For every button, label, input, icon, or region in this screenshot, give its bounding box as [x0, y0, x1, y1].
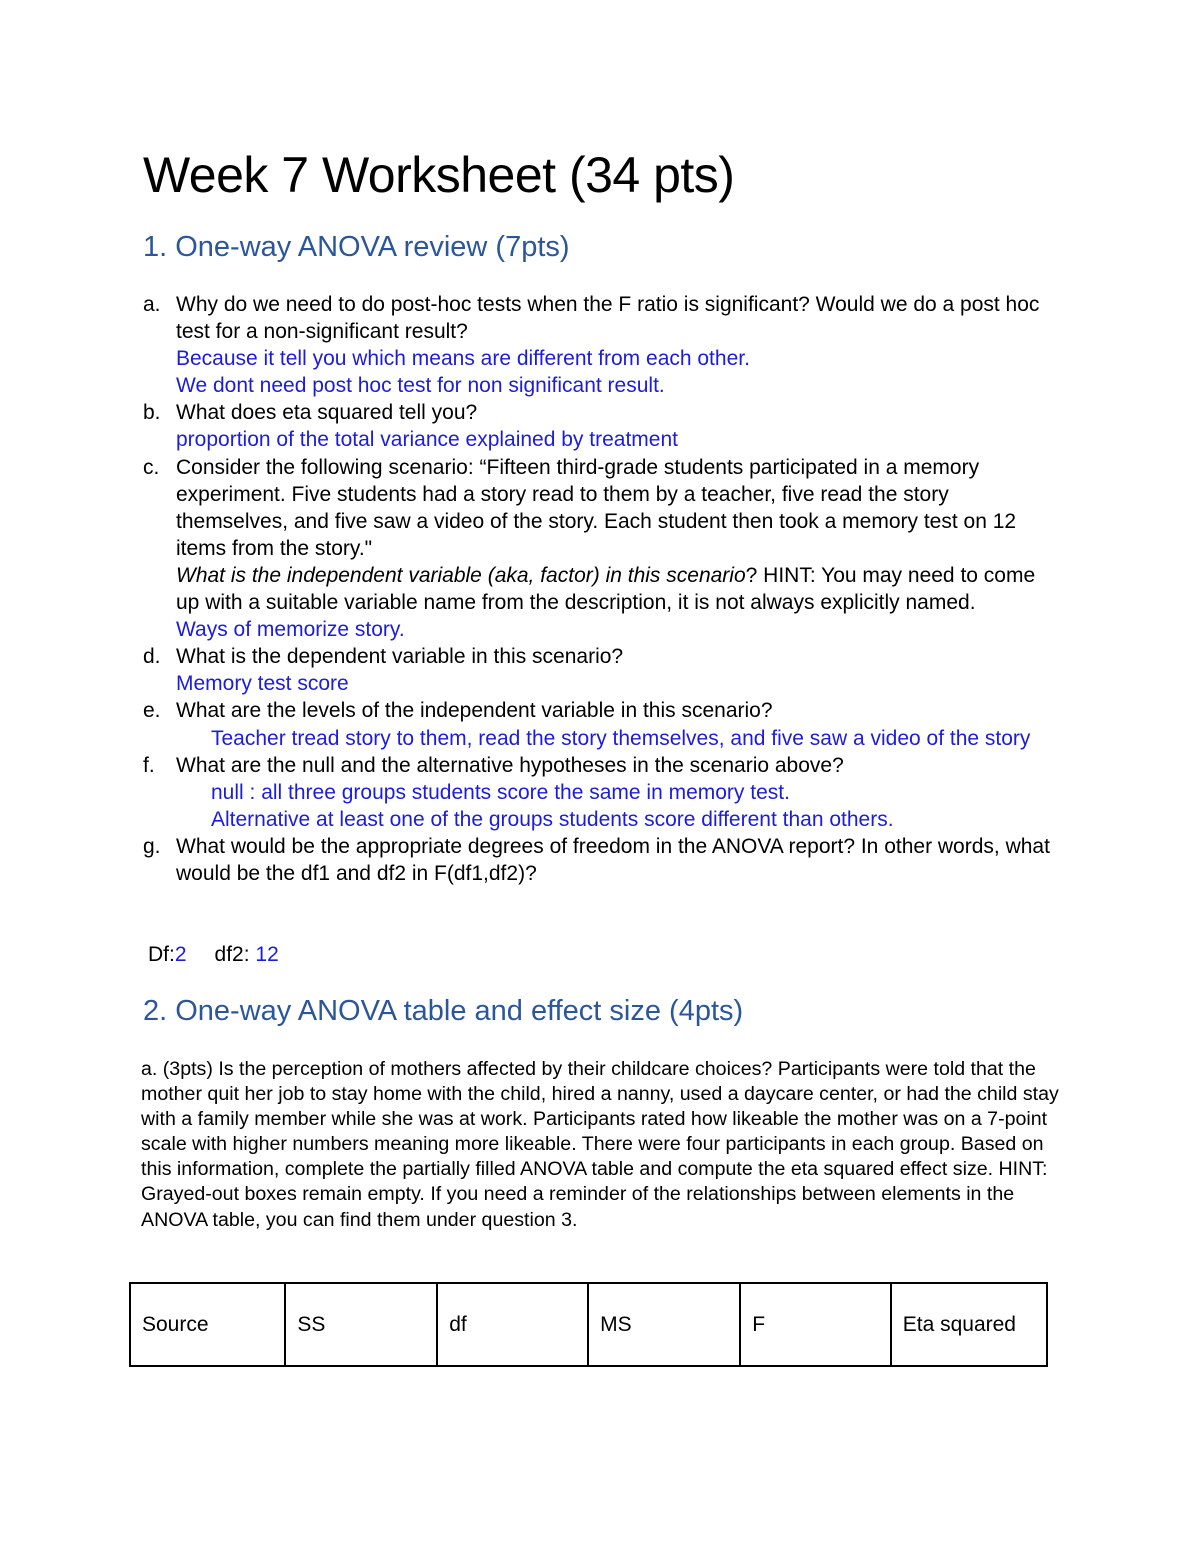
header-f: F: [740, 1283, 890, 1366]
df2-label: df2:: [214, 943, 256, 966]
question-b: [143, 399, 1063, 453]
section2-paragraph: a. (3pts) Is the perception of mothers affected by their childcare choices? Participants were told that the mother quit her job to stay home with the child, hired a nanny, used a daycare center, or had the child stay with a family member while she was at work. Participants rated how likeable the mother was on a 7-point scale with higher numbers meaning more likeable. There were four participants in each group. Based on this information, complete the partially filled ANOVA table and compute the eta squared effect size. HINT: Grayed-out boxes remain empty. If you need a reminder of the relationships between elements in the ANOVA table, you can find them under question 3.: [141, 1058, 1059, 1231]
df1-label: Df:: [148, 943, 175, 966]
question-text: What are the levels of the independent variable in this scenario?: [176, 699, 773, 723]
question-marker: c.: [143, 455, 160, 479]
answer-text: Because it tell you which means are different from each other.: [176, 347, 750, 371]
header-df: df: [437, 1283, 588, 1366]
question-e: [143, 697, 1063, 751]
page-title: Week 7 Worksheet (34 pts): [143, 147, 735, 203]
answer-text: Alternative at least one of the groups students score different than others.: [211, 807, 894, 831]
question-hint: ? HINT: You may need to come up with a suitable variable name from the description, it is not always explicitly named.: [176, 563, 1036, 615]
answer-text: null : all three groups students score the same in memory test.: [211, 780, 790, 804]
question-marker: g.: [143, 834, 161, 858]
answer-text: We dont need post hoc test for non significant result.: [176, 374, 665, 398]
question-marker: b.: [143, 401, 161, 425]
question-list: [143, 291, 1063, 887]
question-c: [143, 454, 1063, 644]
question-g: [143, 833, 1063, 887]
answer-text: Memory test score: [176, 672, 349, 696]
anova-table: [129, 1282, 1048, 1367]
question-text: What is the dependent variable in this scenario?: [176, 645, 624, 669]
question-a: [143, 291, 1063, 399]
header-eta-squared: Eta squared: [891, 1283, 1047, 1366]
question-marker: d.: [143, 645, 161, 669]
header-source: Source: [130, 1283, 285, 1366]
table-header-row: [130, 1283, 1047, 1366]
answer-text: Ways of memorize story.: [176, 618, 405, 642]
question-followup: [176, 562, 1063, 616]
section2-heading: 2. One-way ANOVA table and effect size (4pts): [143, 995, 744, 1027]
header-ms: MS: [588, 1283, 740, 1366]
question-d: [143, 643, 1063, 697]
question-marker: e.: [143, 699, 161, 723]
section1-heading: 1. One-way ANOVA review (7pts): [143, 231, 570, 263]
question-text: Why do we need to do post-hoc tests when the F ratio is significant? Would we do a post hoc test for a non-significant result?: [176, 293, 1040, 344]
italic-question: What is the independent variable (aka, factor) in this scenario: [176, 563, 746, 587]
question-marker: a.: [143, 293, 161, 316]
question-text: Consider the following scenario: “Fifteen third-grade students participated in a memory experiment. Five students had a story read to them by a teacher, five read the story themselves, and five saw a video of the story. Each student then took a memory test on 12 items from the story.": [176, 455, 1017, 560]
question-text: What would be the appropriate degrees of freedom in the ANOVA report? In other words, what would be the df1 and df2 in F(df1,df2)?: [176, 834, 1050, 885]
df1-value: 2: [174, 943, 187, 966]
answer-text: proportion of the total variance explained by treatment: [176, 428, 678, 452]
df2-value: 12: [255, 943, 279, 966]
answer-text: Teacher tread story to them, read the story themselves, and five saw a video of the story: [211, 726, 1031, 750]
question-f: [143, 752, 1063, 833]
question-text: What are the null and the alternative hypotheses in the scenario above?: [176, 753, 844, 777]
df-answer-line: [148, 941, 279, 968]
question-text: What does eta squared tell you?: [176, 401, 478, 425]
question-marker: f.: [143, 753, 155, 777]
header-ss: SS: [285, 1283, 437, 1366]
